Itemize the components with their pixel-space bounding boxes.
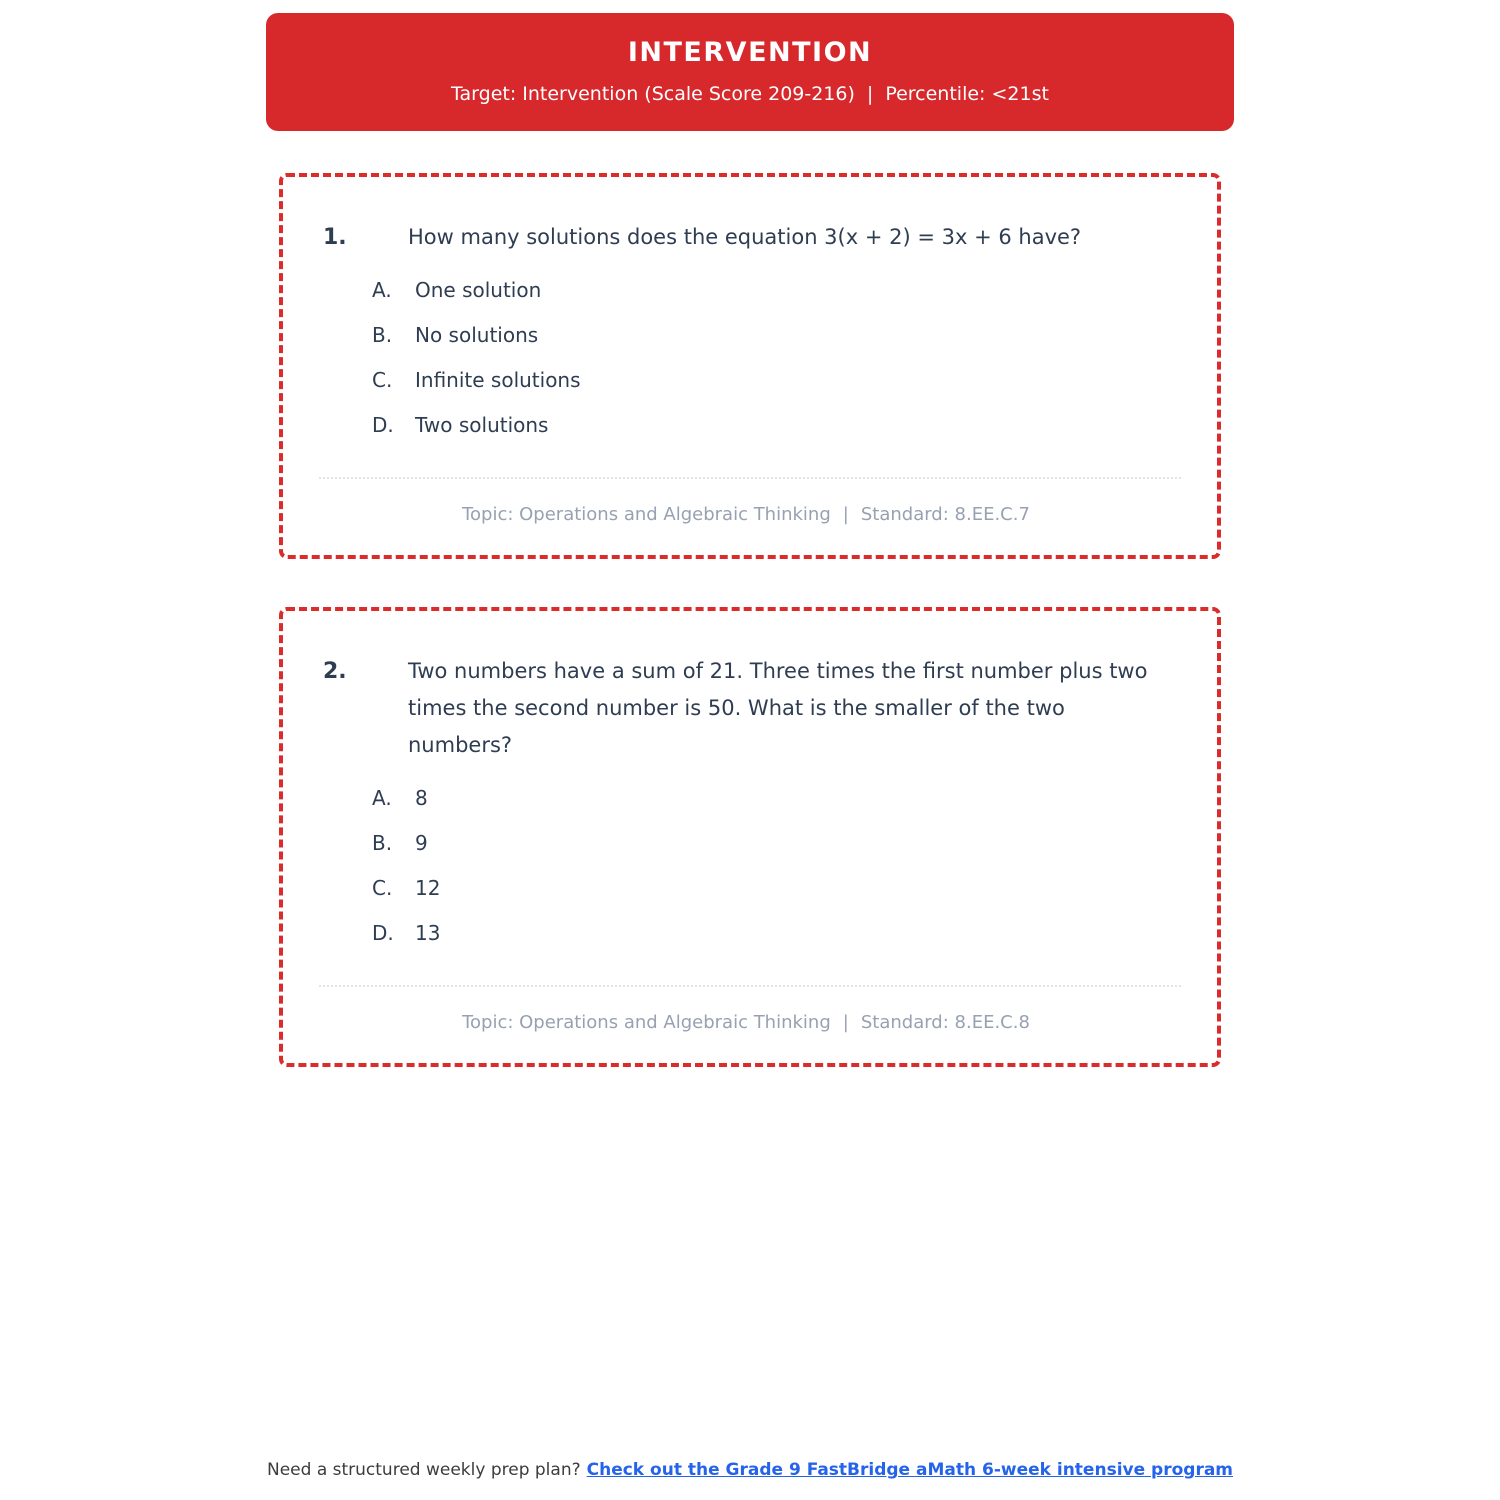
option-a xyxy=(323,276,1169,304)
meta-separator: | xyxy=(842,504,849,525)
option-text: 9 xyxy=(415,831,428,855)
option-c xyxy=(323,366,1169,394)
question-number: 2. xyxy=(323,659,347,684)
question-text: How many solutions does the equation 3(x + 2) = 3x + 6 have? xyxy=(408,225,1082,249)
question-card-2 xyxy=(279,607,1221,1067)
banner-title: INTERVENTION xyxy=(627,37,873,68)
topic-label: Topic: Operations and Algebraic Thinking xyxy=(462,1012,831,1033)
footer-link[interactable]: Check out the Grade 9 FastBridge aMath 6-week intensive program xyxy=(586,1460,1234,1480)
banner-subtitle xyxy=(286,83,1214,105)
option-letter: A. xyxy=(372,786,392,810)
option-text: No solutions xyxy=(415,323,539,347)
footer-prompt: Need a structured weekly prep plan? xyxy=(266,1460,581,1480)
option-text: 13 xyxy=(415,921,441,945)
option-text: One solution xyxy=(415,278,542,302)
option-d xyxy=(323,919,1169,947)
standard-label: Standard: 8.EE.C.8 xyxy=(860,1012,1030,1033)
option-c xyxy=(323,874,1169,902)
option-text: 12 xyxy=(415,876,441,900)
options-list xyxy=(323,276,1169,439)
card-meta xyxy=(323,1012,1169,1033)
page-footer xyxy=(0,1460,1500,1480)
option-letter: D. xyxy=(372,921,394,945)
target-label: Target: Intervention (Scale Score 209-216) xyxy=(451,83,855,105)
option-text: 8 xyxy=(415,786,428,810)
option-letter: C. xyxy=(372,876,393,900)
option-d xyxy=(323,411,1169,439)
intervention-banner xyxy=(266,13,1234,131)
card-divider xyxy=(319,477,1181,479)
option-a xyxy=(323,784,1169,812)
question-text: Two numbers have a sum of 21. Three times the first number plus two times the second number is 50. What is the smaller of the two numbers? xyxy=(408,659,1148,757)
options-list xyxy=(323,784,1169,947)
subtitle-separator: | xyxy=(866,83,874,105)
card-meta xyxy=(323,504,1169,525)
option-letter: C. xyxy=(372,368,393,392)
option-b xyxy=(323,321,1169,349)
option-text: Infinite solutions xyxy=(415,368,581,392)
option-letter: A. xyxy=(372,278,392,302)
percentile-label: Percentile: <21st xyxy=(885,83,1049,105)
question-2-heading xyxy=(323,653,1169,764)
question-number: 1. xyxy=(323,225,347,250)
card-divider xyxy=(319,985,1181,987)
standard-label: Standard: 8.EE.C.7 xyxy=(860,504,1030,525)
option-letter: B. xyxy=(372,831,393,855)
option-text: Two solutions xyxy=(415,413,549,437)
question-card-1 xyxy=(279,173,1221,559)
meta-separator: | xyxy=(842,1012,849,1033)
topic-label: Topic: Operations and Algebraic Thinking xyxy=(462,504,831,525)
option-letter: B. xyxy=(372,323,393,347)
question-1-heading xyxy=(323,219,1169,256)
option-letter: D. xyxy=(372,413,394,437)
option-b xyxy=(323,829,1169,857)
